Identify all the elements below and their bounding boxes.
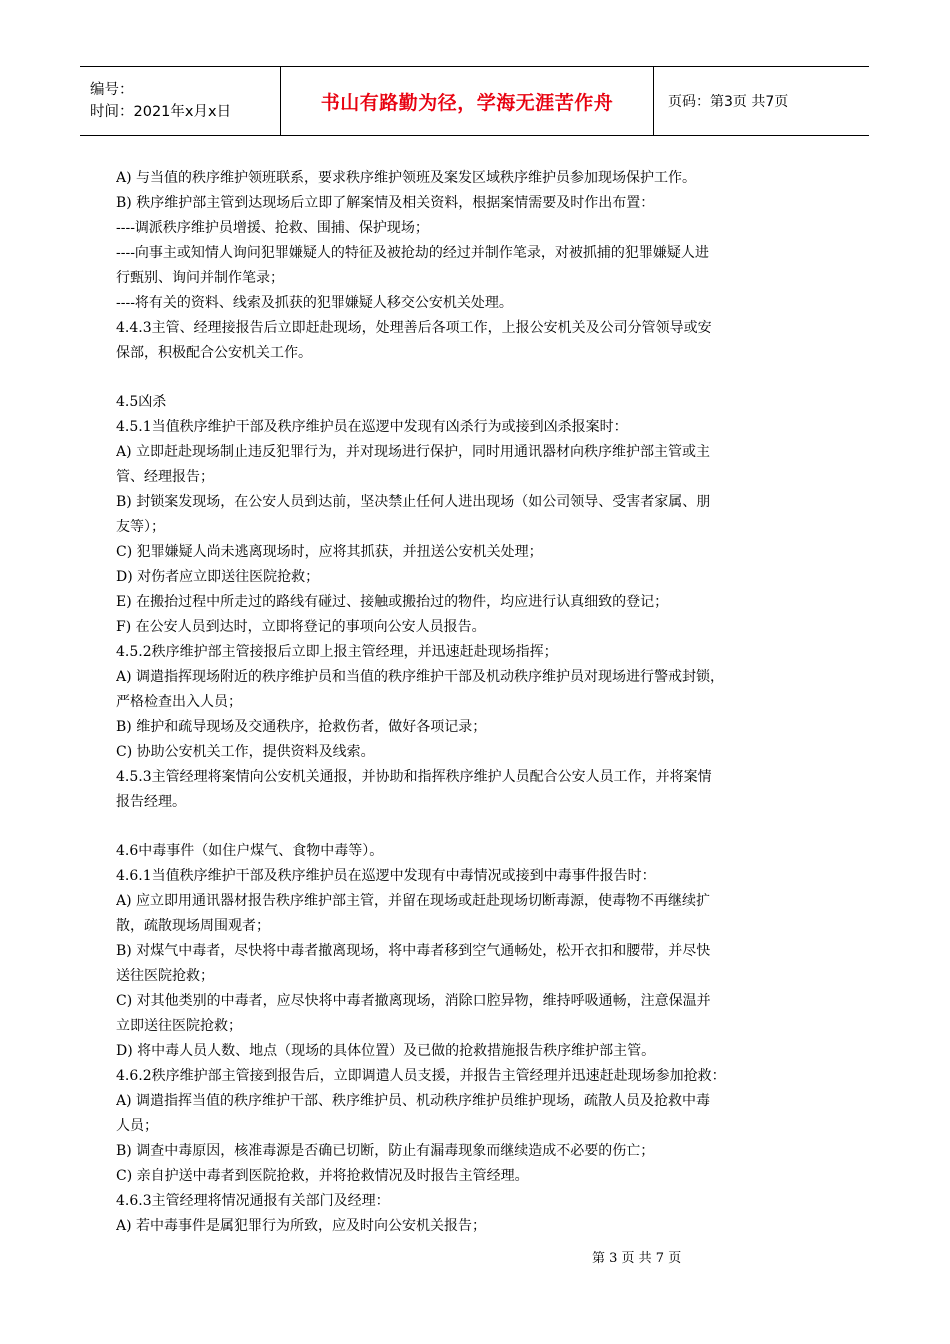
- text-line: 4.5.1当值秩序维护干部及秩序维护员在巡逻中发现有凶杀行为或接到凶杀报案时：: [116, 419, 628, 435]
- text-line: 4.6中毒事件（如住户煤气、食物中毒等）。: [116, 843, 384, 859]
- document-time-label: 时间：2021年x月x日: [90, 104, 232, 120]
- text-line: A) 若中毒事件是属犯罪行为所致，应及时向公安机关报告；: [116, 1218, 487, 1234]
- text-line: D) 将中毒人员人数、地点（现场的具体位置）及已做的抢救措施报告秩序维护部主管。: [116, 1043, 656, 1059]
- text-line: ----调派秩序维护员增援、抢救、围捕、保护现场；: [116, 220, 429, 236]
- text-line: A) 立即赶赴现场制止违反犯罪行为，并对现场进行保护，同时用通讯器材向秩序维护部主管或主: [116, 444, 711, 460]
- text-line: 报告经理。: [116, 794, 186, 810]
- text-line: 4.5.3主管经理将案情向公安机关通报，并协助和指挥秩序维护人员配合公安人员工作，并将案情: [116, 769, 712, 785]
- paragraph-spacer: [116, 366, 840, 390]
- text-line: 4.4.3主管、经理接报告后立即赶赴现场，处理善后各项工作，上报公安机关及公司分管领导或安: [116, 320, 712, 336]
- text-line: A) 与当值的秩序维护领班联系，要求秩序维护领班及案发区域秩序维护员参加现场保护工作。: [116, 170, 697, 186]
- text-line: A) 应立即用通讯器材报告秩序维护部主管，并留在现场或赶赴现场切断毒源，使毒物不再继续扩: [116, 893, 711, 909]
- text-line: C) 协助公安机关工作，提供资料及线索。: [116, 744, 375, 760]
- text-line: 散，疏散现场周围观者；: [116, 918, 270, 934]
- text-line: B) 秩序维护部主管到达现场后立即了解案情及相关资料，根据案情需要及时作出布置：: [116, 195, 655, 211]
- text-line: D) 对伤者应立即送往医院抢救；: [116, 569, 320, 585]
- document-number-label: 编号：: [90, 82, 134, 98]
- text-line: 4.6.2秩序维护部主管接到报告后，立即调遣人员支援，并报告主管经理并迅速赶赴现场参加抢救：: [116, 1068, 726, 1084]
- paragraph-spacer: [116, 815, 840, 839]
- header-page-number: 页码：第3页 共7页: [668, 94, 789, 110]
- text-line: B) 封锁案发现场，在公安人员到达前，坚决禁止任何人进出现场（如公司领导、受害者家属、朋: [116, 494, 711, 510]
- header-info: [80, 67, 280, 135]
- text-line: B) 维护和疏导现场及交通秩序，抢救伤者，做好各项记录；: [116, 719, 487, 735]
- text-line: 4.5凶杀: [116, 394, 167, 410]
- text-line: ----将有关的资料、线索及抓获的犯罪嫌疑人移交公安机关处理。: [116, 295, 513, 311]
- text-line: A) 调遣指挥当值的秩序维护干部、秩序维护员、机动秩序维护员维护现场，疏散人员及抢救中毒: [116, 1093, 711, 1109]
- text-line: 立即送往医院抢救；: [116, 1018, 242, 1034]
- text-line: 保部，积极配合公安机关工作。: [116, 345, 312, 361]
- text-line: 人员；: [116, 1118, 158, 1134]
- text-line: C) 犯罪嫌疑人尚未逃离现场时，应将其抓获，并扭送公安机关处理；: [116, 544, 543, 560]
- text-line: 行甄别、询问并制作笔录；: [116, 270, 284, 286]
- page-header: [80, 66, 869, 136]
- text-line: 送往医院抢救；: [116, 968, 214, 984]
- text-line: F) 在公安人员到达时，立即将登记的事项向公安人员报告。: [116, 619, 486, 635]
- text-line: E) 在搬抬过程中所走过的路线有碰过、接触或搬抬过的物件，均应进行认真细致的登记；: [116, 594, 669, 610]
- text-line: 4.6.1当值秩序维护干部及秩序维护员在巡逻中发现有中毒情况或接到中毒事件报告时：: [116, 868, 656, 884]
- header-motto: 书山有路勤为径，学海无涯苦作舟: [280, 67, 654, 135]
- text-line: 管、经理报告；: [116, 469, 214, 485]
- text-line: 严格检查出入人员；: [116, 694, 242, 710]
- text-line: B) 调查中毒原因，核准毒源是否确已切断，防止有漏毒现象而继续造成不必要的伤亡；: [116, 1143, 655, 1159]
- text-line: C) 亲自护送中毒者到医院抢救，并将抢救情况及时报告主管经理。: [116, 1168, 529, 1184]
- document-body: [116, 166, 840, 1239]
- text-line: ----向事主或知情人询问犯罪嫌疑人的特征及被抢劫的经过并制作笔录，对被抓捕的犯罪嫌疑人进: [116, 245, 709, 261]
- text-line: 友等）；: [116, 519, 165, 535]
- text-line: B) 对煤气中毒者，尽快将中毒者撤离现场，将中毒者移到空气通畅处，松开衣扣和腰带，并尽快: [116, 943, 711, 959]
- text-line: 4.6.3主管经理将情况通报有关部门及经理：: [116, 1193, 390, 1209]
- text-line: A) 调遣指挥现场附近的秩序维护员和当值的秩序维护干部及机动秩序维护员对现场进行警戒封锁，: [116, 669, 725, 685]
- text-line: 4.5.2秩序维护部主管接报后立即上报主管经理，并迅速赶赴现场指挥；: [116, 644, 558, 660]
- page-footer: 第 3 页 共 7 页: [592, 1251, 682, 1266]
- text-line: C) 对其他类别的中毒者，应尽快将中毒者撤离现场，消除口腔异物，维持呼吸通畅，注意保温并: [116, 993, 711, 1009]
